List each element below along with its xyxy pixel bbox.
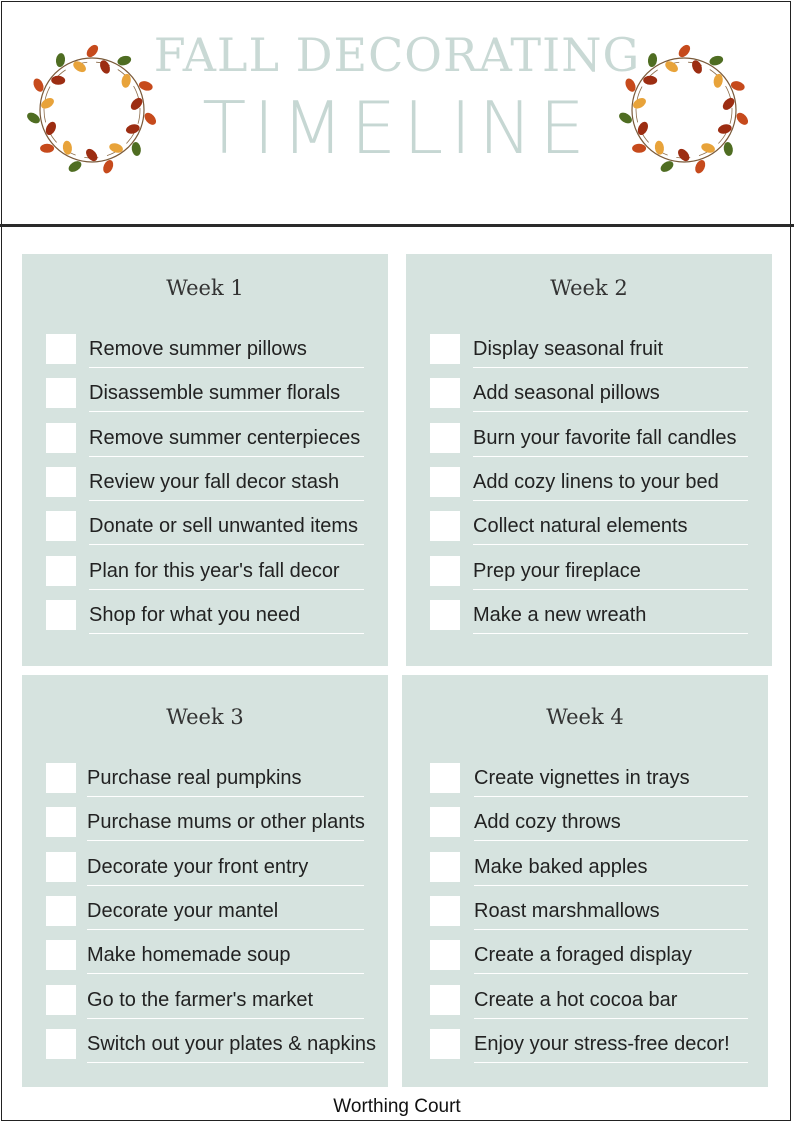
checklist-item (402, 985, 768, 1021)
writing-line (87, 840, 364, 841)
checklist-item (406, 556, 772, 592)
checkbox[interactable] (46, 896, 76, 926)
checklist-item-label: Make homemade soup (87, 944, 291, 967)
checklist-item (22, 378, 388, 414)
checklist-item-label: Decorate your front entry (87, 855, 309, 878)
title-line-2: TIMELINE (202, 86, 592, 170)
writing-line (473, 456, 748, 457)
checklist-item-label: Create a foraged display (474, 944, 692, 967)
checklist-item (406, 467, 772, 503)
writing-line (474, 885, 748, 886)
checkbox[interactable] (430, 807, 460, 837)
checklist-item-label: Plan for this year's fall decor (89, 559, 340, 582)
checkbox[interactable] (430, 423, 460, 453)
checklist-item (22, 807, 388, 843)
writing-line (87, 796, 364, 797)
checklist-item (402, 852, 768, 888)
week-3-title: Week 3 (166, 705, 244, 729)
writing-line (87, 885, 364, 886)
writing-line (89, 544, 364, 545)
checklist-item-label: Enjoy your stress-free decor! (474, 1032, 730, 1055)
checklist-item (22, 852, 388, 888)
checklist-item-label: Create a hot cocoa bar (474, 988, 678, 1011)
title-line-1: FALL DECORATING (153, 28, 641, 82)
checklist-item (402, 896, 768, 932)
checklist-item (406, 378, 772, 414)
checkbox[interactable] (46, 600, 76, 630)
week-2-title: Week 2 (550, 276, 628, 300)
checkbox[interactable] (46, 511, 76, 541)
checkbox[interactable] (430, 556, 460, 586)
checkbox[interactable] (430, 334, 460, 364)
checklist-item (22, 763, 388, 799)
checklist-item (22, 1029, 388, 1065)
checklist-item (22, 423, 388, 459)
checkbox[interactable] (46, 1029, 76, 1059)
checklist-item-label: Decorate your mantel (87, 899, 279, 922)
week-2-panel (406, 254, 772, 666)
checklist-item (406, 423, 772, 459)
checklist-item-label: Remove summer pillows (89, 338, 307, 360)
checklist-item-label: Roast marshmallows (474, 899, 660, 922)
checkbox[interactable] (46, 556, 76, 586)
checklist-item-label: Go to the farmer's market (87, 988, 314, 1011)
checklist-item-label: Display seasonal fruit (473, 338, 664, 360)
checkbox[interactable] (430, 511, 460, 541)
checklist-item-label: Collect natural elements (473, 515, 688, 538)
writing-line (89, 500, 364, 501)
checkbox[interactable] (46, 378, 76, 408)
checklist-item (22, 556, 388, 592)
checkbox[interactable] (430, 896, 460, 926)
writing-line (87, 1062, 364, 1063)
checklist-item-label: Review your fall decor stash (89, 470, 340, 493)
checklist-item (22, 467, 388, 503)
header-divider (0, 224, 794, 227)
checklist-item (402, 1029, 768, 1065)
checkbox[interactable] (430, 852, 460, 882)
writing-line (89, 589, 364, 590)
checklist-item-label: Prep your fireplace (473, 559, 641, 582)
writing-line (473, 367, 748, 368)
checkbox[interactable] (46, 852, 76, 882)
checklist-item-label: Shop for what you need (89, 603, 301, 626)
checkbox[interactable] (46, 763, 76, 793)
writing-line (89, 411, 364, 412)
checkbox[interactable] (430, 378, 460, 408)
checklist-item (402, 807, 768, 843)
writing-line (87, 1018, 364, 1019)
checkbox[interactable] (430, 467, 460, 497)
checklist-item-label: Make baked apples (474, 855, 648, 878)
checklist-item-label: Create vignettes in trays (474, 767, 690, 789)
writing-line (87, 929, 364, 930)
checklist-item-label: Disassemble summer florals (89, 382, 341, 405)
checklist-item-label: Purchase real pumpkins (87, 767, 302, 789)
checklist-item-label: Add seasonal pillows (473, 382, 660, 405)
writing-line (474, 840, 748, 841)
checklist-item (22, 511, 388, 547)
week-1-title: Week 1 (166, 276, 244, 300)
writing-line (89, 367, 364, 368)
week-4-title: Week 4 (546, 705, 624, 729)
writing-line (89, 456, 364, 457)
checkbox[interactable] (46, 467, 76, 497)
footer-credit: Worthing Court (333, 1096, 461, 1117)
writing-line (474, 973, 748, 974)
checklist-item-label: Donate or sell unwanted items (89, 515, 359, 538)
checkbox[interactable] (46, 423, 76, 453)
checkbox[interactable] (430, 940, 460, 970)
writing-line (474, 796, 748, 797)
writing-line (473, 589, 748, 590)
checkbox[interactable] (430, 600, 460, 630)
checklist-item (406, 600, 772, 636)
checkbox[interactable] (46, 334, 76, 364)
checklist-item (22, 600, 388, 636)
checklist-item-label: Add cozy linens to your bed (473, 470, 719, 493)
writing-line (473, 544, 748, 545)
checkbox[interactable] (46, 807, 76, 837)
checklist-item-label: Burn your favorite fall candles (473, 426, 737, 449)
checklist-item-label: Add cozy throws (474, 811, 621, 834)
writing-line (474, 1062, 748, 1063)
checkbox[interactable] (430, 985, 460, 1015)
checkbox[interactable] (46, 940, 76, 970)
checklist-item (406, 334, 772, 370)
week-3-panel (22, 675, 388, 1087)
checklist-item-label: Make a new wreath (473, 603, 647, 626)
checkbox[interactable] (46, 985, 76, 1015)
checklist-item (406, 511, 772, 547)
writing-line (87, 973, 364, 974)
checklist-item (22, 985, 388, 1021)
writing-line (473, 500, 748, 501)
checklist-item-label: Purchase mums or other plants (87, 811, 365, 834)
checkbox[interactable] (430, 763, 460, 793)
checklist-item (22, 334, 388, 370)
checklist-item-label: Remove summer centerpieces (89, 426, 361, 449)
writing-line (474, 929, 748, 930)
week-4-panel (402, 675, 768, 1087)
week-1-panel (22, 254, 388, 666)
checklist-item (22, 940, 388, 976)
checklist-item (22, 896, 388, 932)
checklist-item (402, 763, 768, 799)
writing-line (89, 633, 364, 634)
writing-line (474, 1018, 748, 1019)
checkbox[interactable] (430, 1029, 460, 1059)
checklist-item (402, 940, 768, 976)
writing-line (473, 633, 748, 634)
writing-line (473, 411, 748, 412)
checklist-item-label: Switch out your plates & napkins (87, 1032, 377, 1055)
